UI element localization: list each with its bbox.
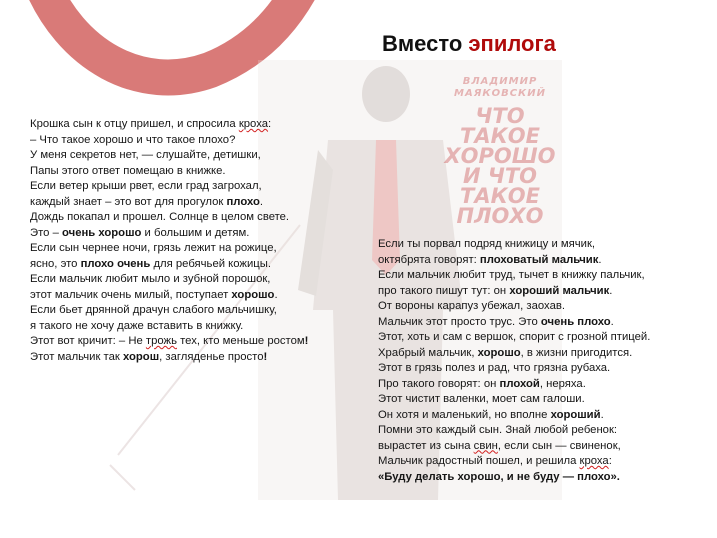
- poem-text: .: [274, 288, 278, 301]
- poem-line: [30, 133, 360, 149]
- book-cover-title-line: ЧТО: [475, 104, 525, 128]
- book-cover-title-line: ТАКОЕ: [460, 124, 540, 148]
- poem-left-column: [30, 117, 360, 365]
- poem-line: [30, 241, 360, 257]
- poem-emphasis: хорошо: [477, 346, 521, 359]
- book-cover-title-line: ХОРОШО: [444, 144, 556, 168]
- book-cover-book-title: [440, 106, 560, 226]
- poem-line: [378, 346, 698, 362]
- poem-text: :: [268, 118, 272, 130]
- poem-emphasis: очень хорошо: [62, 226, 142, 239]
- poem-text: Мальчик этот просто трус. Это: [378, 315, 541, 328]
- poem-line: [30, 350, 360, 366]
- book-cover-title-line: И ЧТО: [462, 164, 538, 188]
- poem-line: [378, 237, 698, 253]
- poem-text: Если мальчик любит мыло и зубной порошок,: [30, 273, 271, 285]
- poem-emphasis: очень плохо: [540, 315, 611, 328]
- poem-text: октябрята говорят:: [378, 253, 480, 266]
- poem-line: [378, 423, 698, 439]
- poem-line: [30, 210, 360, 226]
- book-cover-title-line: ТАКОЕ: [460, 184, 540, 208]
- poem-line: [378, 253, 698, 269]
- poem-spellcheck-word: свин: [473, 439, 498, 452]
- poem-text: Этот мальчик так: [30, 350, 123, 363]
- poem-text: я такого не хочу даже вставить в книжку.: [30, 319, 244, 332]
- poem-emphasis: плохо очень: [80, 257, 151, 270]
- poem-text: , в жизни пригодится.: [520, 346, 633, 359]
- poem-line: [30, 303, 360, 319]
- poem-text: , если сын — свиненок,: [497, 439, 621, 452]
- poem-emphasis: «Буду делать хорошо, и не буду — плохо».: [378, 470, 620, 483]
- poem-text: про такого пишут тут: он: [378, 284, 510, 297]
- poem-right-column: [378, 237, 698, 485]
- poem-text: тех, кто меньше ростом: [176, 335, 305, 347]
- poem-text: Про такого говорят: он: [378, 377, 500, 390]
- poem-text: Он хотя и маленький, но вполне: [378, 408, 551, 421]
- poem-text: этот мальчик очень милый, поступает: [30, 288, 232, 301]
- poem-text: Этот, хоть и сам с вершок, спорит с грозной птицей.: [378, 331, 651, 343]
- poem-text: Этот в грязь полез и рад, что грязна рубаха.: [378, 362, 611, 374]
- poem-line: [378, 454, 698, 470]
- poem-line: [30, 164, 360, 180]
- poem-text: – Что такое хорошо и что такое плохо?: [30, 133, 236, 146]
- poem-spellcheck-word: кроха: [238, 118, 269, 130]
- poem-text: вырастет из сына: [378, 439, 474, 452]
- poem-line: [378, 392, 698, 408]
- poem-text: .: [600, 408, 604, 421]
- poem-text: :: [608, 455, 612, 467]
- poem-text: Мальчик радостный пошел, и решила: [378, 455, 580, 467]
- poem-line: [378, 377, 698, 393]
- poem-text: Папы этого ответ помещаю в книжке.: [30, 164, 226, 177]
- poem-emphasis: плохо: [226, 195, 260, 208]
- poem-text: Если сын чернее ночи, грязь лежит на рожице,: [30, 242, 277, 254]
- poem-text: , загляденье просто: [159, 350, 264, 363]
- poem-emphasis: плохой: [499, 377, 540, 390]
- poem-text: Помни это каждый сын. Знай любой ребенок:: [378, 424, 618, 436]
- poem-text: .: [259, 195, 263, 208]
- poem-text: и большим и детям.: [141, 226, 250, 239]
- poem-text: .: [610, 315, 614, 328]
- book-cover-author: ВЛАДИМИР МАЯКОВСКИЙ: [454, 76, 546, 99]
- poem-line: [30, 179, 360, 195]
- poem-text: для ребячьей кожицы.: [150, 257, 271, 270]
- poem-text: Этот чистит валенки, моет сам галоши.: [378, 393, 585, 405]
- poem-line: [30, 117, 360, 133]
- page-title: [382, 31, 556, 57]
- poem-line: [378, 439, 698, 455]
- poem-line: [30, 319, 360, 335]
- poem-line: [30, 334, 360, 350]
- poem-text: У меня секретов нет, — слушайте, детишки,: [30, 149, 261, 161]
- poem-emphasis: плоховатый мальчик: [479, 253, 599, 266]
- poem-text: Этот вот кричит: – Не: [30, 335, 146, 347]
- poem-text: ясно, это: [30, 257, 81, 270]
- poem-text: Если бьет дрянной драчун слабого мальчишку,: [30, 304, 277, 316]
- page-title-accent: эпилога: [468, 31, 556, 56]
- poem-line: [30, 226, 360, 242]
- poem-emphasis: !: [304, 335, 309, 347]
- poem-spellcheck-word: кроха: [579, 455, 609, 467]
- book-cover-title-line: ПЛОХО: [456, 204, 544, 228]
- poem-line: [30, 288, 360, 304]
- poem-text: Если ветер крыши рвет, если град загрохал,: [30, 180, 262, 192]
- poem-line: [378, 408, 698, 424]
- poem-text: Это –: [30, 226, 63, 239]
- poem-line: [378, 268, 698, 284]
- poem-line: [378, 330, 698, 346]
- poem-emphasis: !: [263, 350, 268, 363]
- page-title-plain: Вместо: [382, 31, 469, 56]
- poem-emphasis: хорош: [122, 350, 160, 363]
- book-cover-title: [440, 76, 560, 226]
- poem-text: .: [609, 284, 613, 297]
- poem-line: [30, 272, 360, 288]
- poem-text: Если ты порвал подряд книжицу и мячик,: [378, 238, 596, 250]
- poem-line: [378, 315, 698, 331]
- poem-text: каждый знает – это вот для прогулок: [30, 195, 227, 208]
- poem-emphasis: хорошо: [231, 288, 275, 301]
- poem-line: [30, 195, 360, 211]
- poem-text: От вороны карапуз убежал, заохав.: [378, 300, 565, 312]
- poem-text: Крошка сын к отцу пришел, и спросила: [30, 118, 239, 130]
- poem-line: [378, 470, 698, 486]
- poem-line: [378, 284, 698, 300]
- poem-spellcheck-word: трожь: [145, 335, 177, 347]
- poem-line: [30, 148, 360, 164]
- poem-text: Если мальчик любит труд, тычет в книжку пальчик,: [378, 269, 645, 281]
- poem-line: [378, 299, 698, 315]
- poem-line: [30, 257, 360, 273]
- poem-emphasis: хороший: [550, 408, 601, 421]
- poem-text: .: [598, 253, 602, 266]
- poem-emphasis: хороший мальчик: [509, 284, 610, 297]
- poem-text: Дождь покапал и прошел. Солнце в целом свете.: [30, 211, 290, 223]
- poem-line: [378, 361, 698, 377]
- poem-text: , неряха.: [539, 377, 586, 390]
- poem-text: Храбрый мальчик,: [378, 346, 478, 359]
